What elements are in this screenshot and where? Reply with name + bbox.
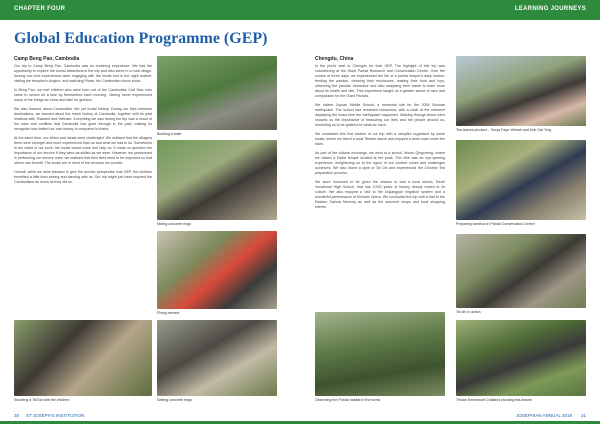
photo-mixing-concrete (157, 140, 277, 220)
section-label: LEARNING JOURNEYS (514, 6, 586, 12)
photo-setting-concrete (157, 320, 277, 396)
photo-caption: Fixing cement (157, 311, 180, 315)
photo-plucking-tea-leaves (456, 320, 586, 396)
paragraph: We also learned about Cambodia's rich yet brutal history. During our trips between destinations, we learned about the harsh history of Cambodia, together with its past relations with Thailand and Vietnam. Everything we saw during the trip was a result of the wars and conflicts that Cambodia had gone through in the past, making us recognise how limited our own history is compared to theirs. (14, 107, 152, 131)
paragraph: In the pilot's seat to Chengdu for their GEP. The highlight of this trip was volunteering at the Giant Panda Research and Conservation Centre. Over the course of three days, we experienced the life of a panda keeper's daily routine: feeding the pandas, cleaning their enclosures, making their food and toys, observing the pandas' behaviour and also analysing their waste to learn more about its health and diet. This experience taught us a greater sense of care and compassion for the Giant Pandas. (315, 64, 445, 98)
photo-caption: Preparing bamboo in Panda Conservation Centre (456, 222, 535, 226)
photo-caption: Tai chi in action (456, 310, 481, 314)
photo-caption: Mixing concrete rings (157, 222, 191, 226)
paragraph: We visited Juyuan Middle School, a memorial site for the 2008 Sichuan earthquake. The school had remained untouched, with a clock at the entrance displaying the exact time the earthquake happened. Walking through these ruins showed us the importance of treasuring our lives and the people around us, reminding us to be grateful for what we have. (315, 103, 445, 127)
photo-panda-habitat (315, 312, 445, 396)
chapter-header-bar (0, 0, 600, 20)
photo-tiktok-children (14, 320, 152, 396)
photo-building-toilet (157, 56, 277, 130)
paragraph: We were honoured to be given the chance to visit a local school, Dezhi Vocational High School, that has 2,000 years of history deeply rooted in its culture. We also enjoyed a visit to the Dujiangyan Irrigation system and a wonderful performance of Sichuan Opera. We concluded the trip with a visit to the Eastern Sakura Memory as well as the souvenir shops and local shopping streets. (315, 180, 445, 209)
paragraph: Overall, while we were blessed to give the service perspective that GEP, the children benefited a little from seeing and dancing with us. Our trip might just have inspired the Cambodians as much as they did us. (14, 170, 152, 184)
photo-preparing-bamboo (456, 140, 586, 220)
photo-caption: Tristan Emmanuel Chaliand plucking tea-leaves (456, 398, 532, 402)
chapter-label: CHAPTER FOUR (14, 6, 66, 12)
photo-tai-chi (456, 234, 586, 308)
photo-caption: Shooting a TikTok with the children (14, 398, 70, 402)
photo-fixing-cement (157, 231, 277, 309)
paragraph: We concluded this first section of our trip with a campfire organised by some locals, where we learnt a local Tibetan dance and enjoyed a lamb roast under the stars. (315, 132, 445, 146)
paragraph: At the same time, our ethics and ideals were challenged. We realised that the villagers there were stronger and more experienced than us and what we had to do. Sometimes in the midst of our work, the locals would come and help us. It made us question the importance of our service if they were as skilled as we were. However, we persevered in performing our service roles; we realised that their lives need to be improved so that others can benefit. The locals are in need of the services we provide. (14, 136, 152, 165)
photo-caption: Tea-leaves plucked – Surya Faye Velinah and Dok Gat Ying (456, 128, 552, 132)
paragraph: Our trip to Camp Beng Pao, Cambodia was an enriching experience. We had the opportunity to explore the tourist attractions in the city and also serve in a rural village. Among our civic experiences were engaging with the locals and in the night market, visiting the temples in Angkor, and watching Phare, the Cambodian circus show. (14, 64, 152, 83)
paragraph: As part of the cultural exchange, we went to a school, Mount Qingcheng, where we visited a Taoist temple located at the peak. The hike was an eye-opening experience, enlightening us to the rigour of our comfort zones and challenges ourselves. We also learnt a style of Tai Chi and experienced the Chinese Tea preparation process. (315, 151, 445, 175)
photo-caption: Setting concrete rings (157, 398, 192, 402)
chengdu-heading: Chengdu, China (315, 56, 354, 62)
footer-annual-name: JOSEPHIAN ANNUAL 2019 (516, 413, 572, 418)
footer-school-name: ST JOSEPH'S INSTITUTION (26, 413, 85, 418)
photo-caption: Building a toilet (157, 132, 182, 136)
page-number-right: 31 (580, 413, 586, 418)
chengdu-text (315, 64, 445, 214)
cambodia-text (14, 64, 152, 189)
paragraph: In Beng Pao, we met children who were born out of the Cambodian Civil War, who came to school on a bike by themselves each morning. Having never experienced many of the things we know and take for granted. (14, 88, 152, 102)
photo-tea-leaves-group (456, 56, 586, 126)
cambodia-heading: Camp Beng Pao, Cambodia (14, 56, 80, 62)
page-number-left: 30 (14, 413, 20, 418)
page-title: Global Education Programme (GEP) (14, 30, 268, 47)
photo-caption: Observing the Panda habitat in the forest (315, 398, 381, 402)
